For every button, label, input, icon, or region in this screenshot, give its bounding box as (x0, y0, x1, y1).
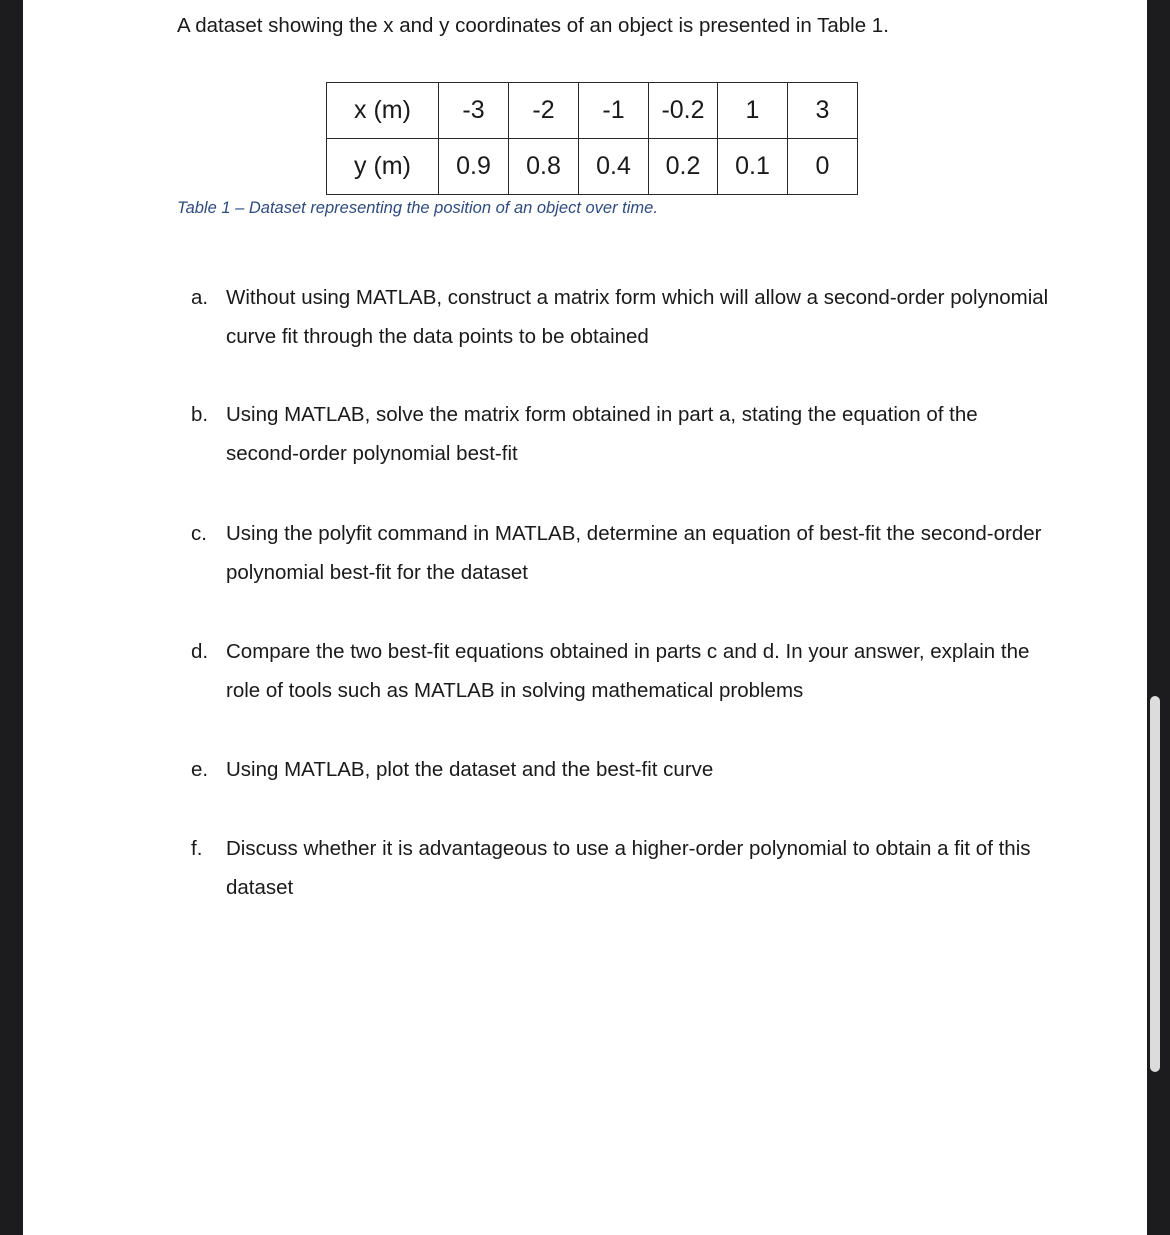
table-cell: -1 (579, 83, 649, 139)
table-header-y: y (m) (327, 139, 439, 195)
vertical-scrollbar[interactable] (1150, 696, 1160, 1072)
table-header-x: x (m) (327, 83, 439, 139)
table-cell: -2 (509, 83, 579, 139)
question-marker: c. (191, 522, 207, 545)
table-cell: -3 (439, 83, 509, 139)
question-text: Without using MATLAB, construct a matrix form which will allow a second-order polynomial curve fit through the data points to be obtained (226, 286, 1049, 348)
document-page (23, 0, 1147, 1235)
table-cell: 1 (718, 83, 788, 139)
question-item-b (191, 395, 1051, 473)
question-item-f (191, 829, 1051, 907)
question-text: Using the polyfit command in MATLAB, determine an equation of best-fit the second-order polynomial best-fit for the dataset (226, 522, 1042, 584)
table-cell: 0.2 (649, 139, 718, 195)
question-marker: d. (191, 640, 209, 663)
table-cell: 0 (788, 139, 858, 195)
table-cell: 0.8 (509, 139, 579, 195)
question-text: Using MATLAB, plot the dataset and the best-fit curve (226, 758, 714, 781)
table-cell: -0.2 (649, 83, 718, 139)
table-cell: 0.9 (439, 139, 509, 195)
table-row-y (327, 139, 858, 195)
question-text: Using MATLAB, solve the matrix form obtained in part a, stating the equation of the second-order polynomial best-fit (226, 403, 978, 465)
question-item-d (191, 632, 1051, 710)
question-marker: b. (191, 403, 209, 426)
question-item-a (191, 278, 1051, 356)
question-marker: f. (191, 837, 203, 860)
table-row-x (327, 83, 858, 139)
dataset-table (326, 82, 858, 195)
table-cell: 0.4 (579, 139, 649, 195)
question-text: Compare the two best-fit equations obtained in parts c and d. In your answer, explain the role of tools such as MATLAB in solving mathematical problems (226, 640, 1030, 702)
question-marker: e. (191, 758, 209, 781)
question-item-c (191, 514, 1051, 592)
question-item-e (191, 750, 1051, 789)
question-text: Discuss whether it is advantageous to use a higher-order polynomial to obtain a fit of this dataset (226, 837, 1031, 899)
question-marker: a. (191, 286, 209, 309)
table-cell: 3 (788, 83, 858, 139)
table-cell: 0.1 (718, 139, 788, 195)
table-caption: Table 1 – Dataset representing the position of an object over time. (177, 199, 658, 217)
intro-paragraph: A dataset showing the x and y coordinates of an object is presented in Table 1. (177, 14, 889, 37)
